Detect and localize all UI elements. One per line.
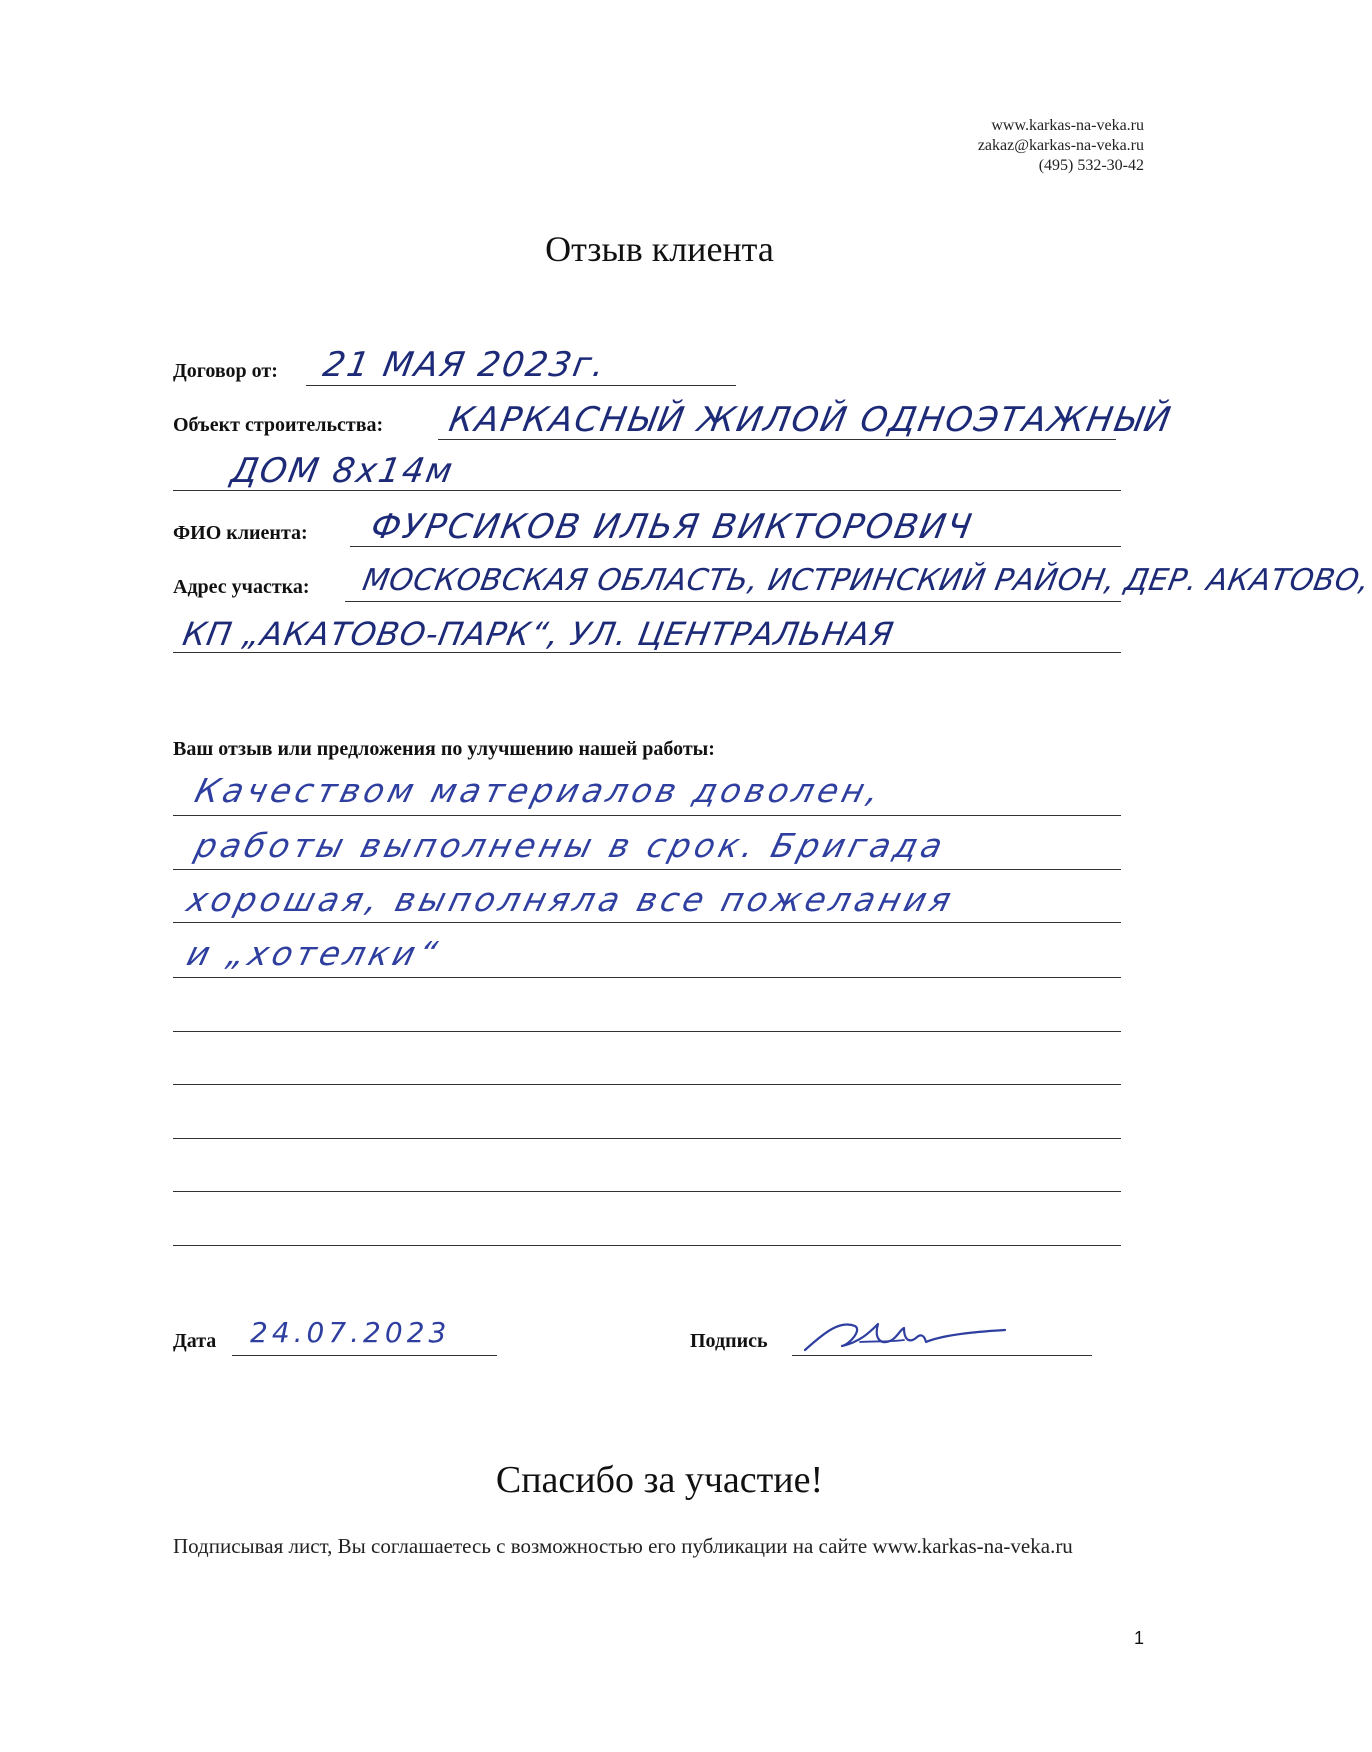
site-address-line-1 xyxy=(345,601,1121,602)
date-label: Дата xyxy=(173,1330,217,1352)
page-number: 1 xyxy=(1134,1628,1145,1648)
feedback-line-7 xyxy=(173,1138,1121,1139)
contract-date-label: Договор от: xyxy=(173,360,278,382)
date-value: 24.07.2023 xyxy=(250,1316,451,1349)
signature-label: Подпись xyxy=(690,1330,768,1352)
client-signature xyxy=(800,1312,1020,1362)
email-link[interactable]: zakaz@karkas-na-veka.ru xyxy=(977,137,1144,154)
feedback-line-8 xyxy=(173,1191,1121,1192)
thanks-heading: Спасибо за участие! xyxy=(495,1459,824,1501)
construction-object-value-2: ДОМ 8х14м xyxy=(228,451,458,491)
company-contacts xyxy=(978,116,1144,176)
contract-date-line xyxy=(306,385,736,386)
feedback-line-5 xyxy=(173,1031,1121,1032)
feedback-line-1 xyxy=(173,815,1121,816)
feedback-label: Ваш отзыв или предложения по улучшению нашей работы: xyxy=(173,738,715,760)
client-name-label: ФИО клиента: xyxy=(173,522,308,544)
feedback-text-4: и „хотелки“ xyxy=(183,934,445,973)
date-line xyxy=(232,1355,497,1356)
feedback-text-1: Качеством материалов доволен, xyxy=(191,771,888,810)
construction-object-label: Объект строительства: xyxy=(173,414,384,436)
site-address-value-2: КП „АКАТОВО-ПАРК“, УЛ. ЦЕНТРАЛЬНАЯ xyxy=(180,615,898,653)
feedback-line-4 xyxy=(173,977,1121,978)
feedback-line-2 xyxy=(173,869,1121,870)
client-name-value: ФУРСИКОВ ИЛЬЯ ВИКТОРОВИЧ xyxy=(368,507,977,547)
contract-date-value: 21 МАЯ 2023г. xyxy=(320,345,610,385)
feedback-text-3: хорошая, выполняла все пожелания xyxy=(183,880,959,919)
website-link[interactable]: www.karkas-na-veka.ru xyxy=(991,117,1144,134)
page-title: Отзыв клиента xyxy=(545,229,774,269)
feedback-line-9 xyxy=(173,1245,1121,1246)
phone-number: (495) 532-30-42 xyxy=(1038,157,1144,174)
construction-object-value-1: КАРКАСНЫЙ ЖИЛОЙ ОДНОЭТАЖНЫЙ xyxy=(446,400,1176,440)
site-address-label: Адрес участка: xyxy=(173,576,310,598)
site-address-value-1: МОСКОВСКАЯ ОБЛАСТЬ, ИСТРИНСКИЙ РАЙОН, ДЕР. АКАТОВО, xyxy=(360,563,1372,598)
feedback-text-2: работы выполнены в срок. Бригада xyxy=(191,826,951,865)
feedback-line-3 xyxy=(173,922,1121,923)
feedback-line-6 xyxy=(173,1084,1121,1085)
publication-notice: Подписывая лист, Вы соглашаетесь с возможностью его публикации на сайте www.karkas-na-veka.ru xyxy=(173,1534,1073,1558)
